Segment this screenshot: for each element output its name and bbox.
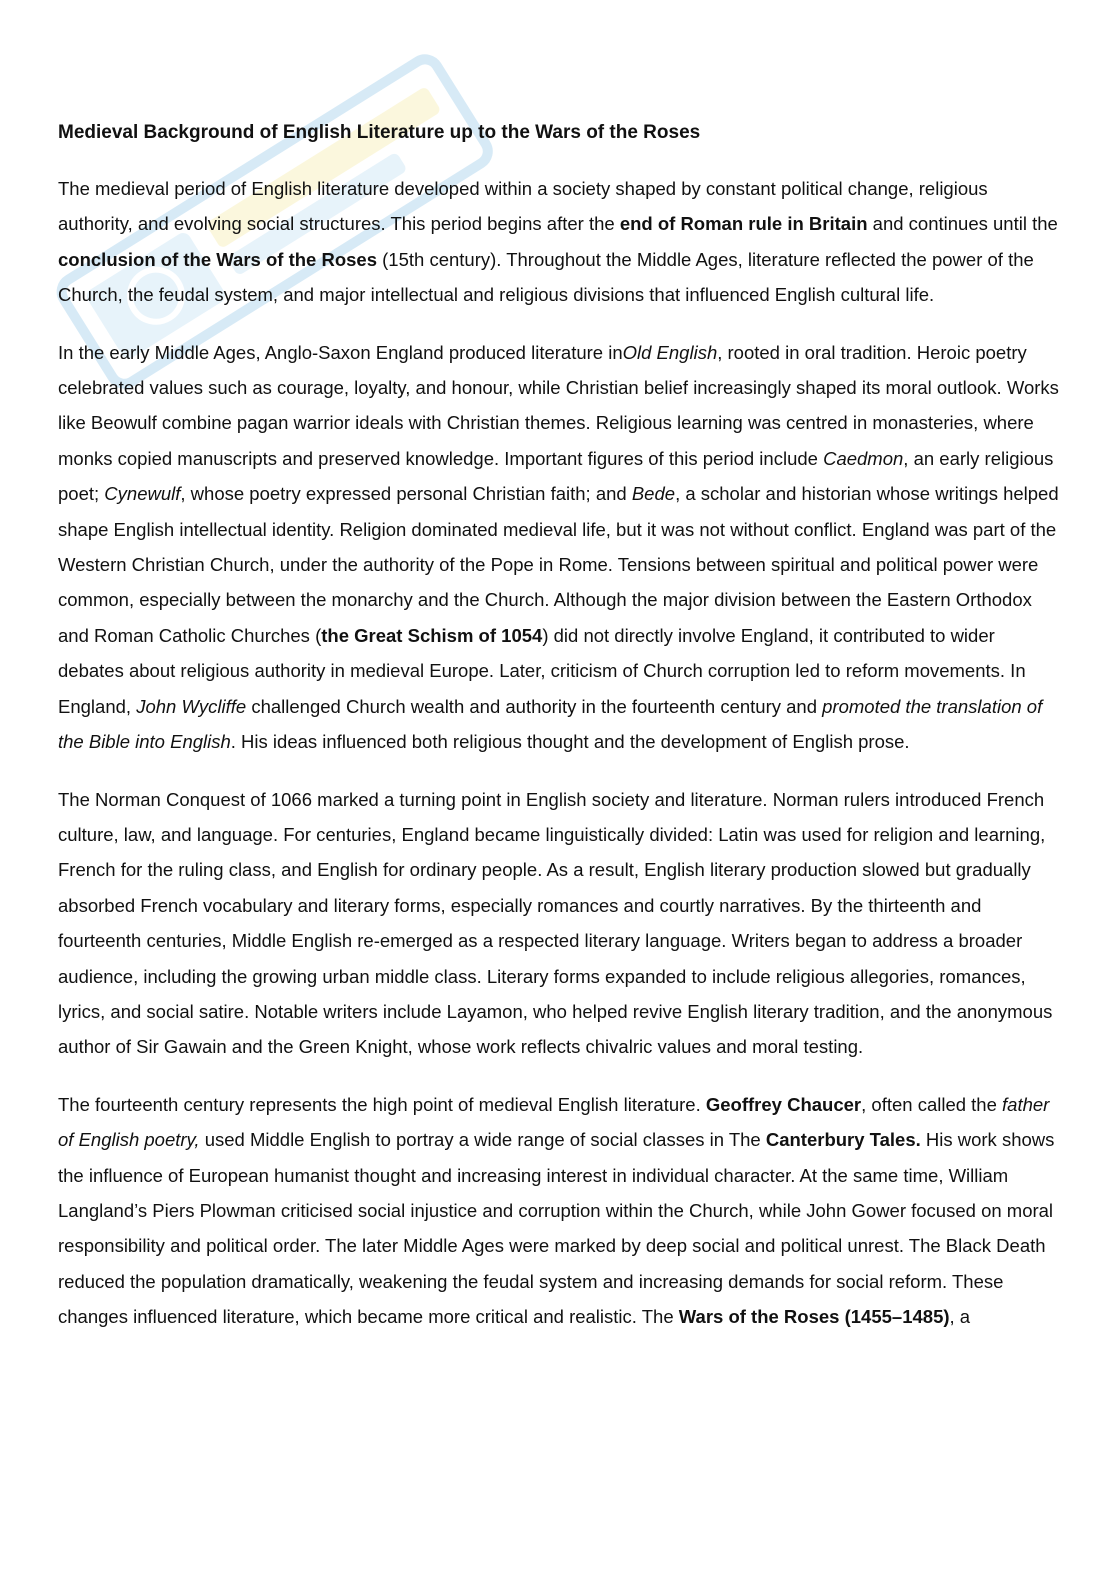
bold-text: Wars of the Roses (1455–1485)	[678, 1306, 950, 1328]
italic-text: Caedmon	[823, 447, 904, 469]
text-span: , a	[949, 1306, 971, 1328]
text-span: ) did not directly involve England, it contributed to wider debates about religious authority in medieval Europe. Later, criticism of Church corruption led to reform movements. In England,	[58, 624, 1026, 717]
text-span: In the early Middle Ages, Anglo-Saxon England produced literature in	[58, 341, 623, 363]
paragraph-fourteenth-century	[58, 1087, 1060, 1335]
text-span: (15th century). Throughout the Middle Ages, literature reflected the power of the Church, the feudal system, and major intellectual and religious divisions that influenced English cultural life.	[58, 248, 1034, 306]
bold-text: the Great Schism of 1054	[321, 624, 543, 646]
bold-text: Canterbury Tales.	[765, 1129, 921, 1151]
text-span: challenged Church wealth and authority in the fourteenth century and	[246, 695, 823, 717]
text-span: , an early religious poet;	[58, 447, 1054, 505]
document-title: Medieval Background of English Literature up to the Wars of the Roses	[58, 122, 701, 143]
text-span: The Norman Conquest of 1066 marked a turning point in English society and literature. Norman rulers introduced French culture, law, and language. For centuries, England became linguistically divided: Latin was used for religion and learning, French for the ruling class, and English for ordinary people. As a result, English literary production slowed but gradually absorbed French vocabulary and literary forms, especially romances and courtly narratives. By the thirteenth and fourteenth centuries, Middle English re-emerged as a respected literary language. Writers began to address a broader audience, including the growing urban middle class. Literary forms expanded to include religious allegories, romances, lyrics, and social satire. Notable writers include Layamon, who helped revive English literary tradition, and the anonymous author of Sir Gawain and the Green Knight, whose work reflects chivalric values and moral testing.	[58, 788, 1053, 1058]
paragraph-intro	[58, 171, 1060, 313]
text-span: , whose poetry expressed personal Christian faith; and	[180, 483, 632, 505]
italic-text: John Wycliffe	[136, 695, 247, 717]
document-body	[58, 118, 1060, 1357]
text-span: , a scholar and historian whose writings helped shape English intellectual identity. Religion dominated medieval life, but it was not without conflict. England was part of the Western Christian Church, under the authority of the Pope in Rome. Tensions between spiritual and political power were common, especially between the monarchy and the Church. Although the major division between the Eastern Orthodox and Roman Catholic Churches (	[58, 483, 1059, 646]
paragraph-early-middle-ages	[58, 335, 1060, 760]
bold-text: end of Roman rule in Britain	[619, 213, 868, 235]
text-span: His work shows the influence of European humanist thought and increasing interest in individual character. At the same time, William Langland’s Piers Plowman criticised social injustice and corruption within the Church, while John Gower focused on moral responsibility and political order. The later Middle Ages were marked by deep social and political unrest. The Black Death reduced the population dramatically, weakening the feudal system and increasing demands for social reform. These changes influenced literature, which became more critical and realistic. The	[58, 1129, 1055, 1328]
text-span: used Middle English to portray a wide range of social classes in The	[199, 1129, 766, 1151]
paragraph-norman-conquest	[58, 782, 1060, 1065]
bold-text: conclusion of the Wars of the Roses	[58, 248, 377, 270]
text-span: , often called the	[861, 1093, 1003, 1115]
italic-text: father of English poetry,	[58, 1093, 1050, 1151]
text-span: and continues until the	[867, 213, 1058, 235]
bold-text: Geoffrey Chaucer	[705, 1093, 862, 1115]
text-span: , rooted in oral tradition. Heroic poetry celebrated values such as courage, loyalty, and honour, while Christian belief increasingly shaped its moral outlook. Works like Beowulf combine pagan warrior ideals with Christian themes. Religious learning was centred in monasteries, where monks copied manuscripts and preserved knowledge. Important figures of this period include	[58, 341, 1059, 469]
italic-text: Old English	[622, 341, 718, 363]
text-span: The fourteenth century represents the high point of medieval English literature.	[58, 1093, 706, 1115]
text-span: . His ideas influenced both religious thought and the development of English prose.	[230, 731, 910, 753]
italic-text: promoted the translation of the Bible into English	[58, 695, 1043, 753]
italic-text: Cynewulf	[104, 483, 181, 505]
italic-text: Bede	[631, 483, 676, 505]
text-span: The medieval period of English literature developed within a society shaped by constant political change, religious authority, and evolving social structures. This period begins after the	[58, 178, 988, 235]
